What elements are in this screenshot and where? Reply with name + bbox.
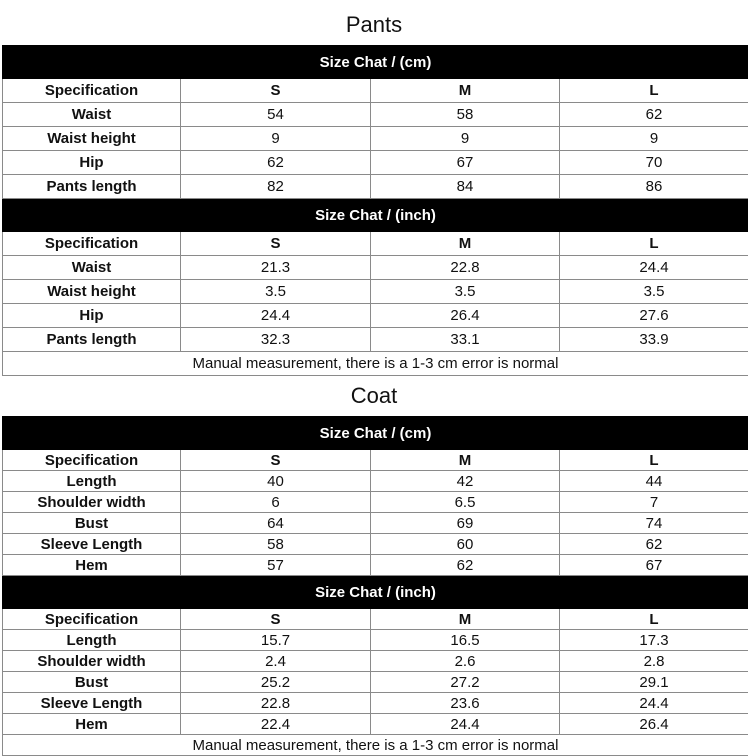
cell-value: 9 — [560, 127, 748, 151]
cell-value: 3.5 — [371, 280, 560, 304]
column-header-specification: Specification — [3, 79, 181, 103]
column-header-s: S — [181, 450, 371, 471]
table-row — [3, 630, 748, 651]
cell-value: 42 — [371, 471, 560, 492]
column-header-m: M — [371, 450, 560, 471]
cell-value: 3.5 — [560, 280, 748, 304]
cell-value: 62 — [181, 151, 371, 175]
table-row — [3, 555, 748, 576]
column-header-l: L — [560, 232, 748, 256]
cell-value: 17.3 — [560, 630, 748, 651]
table-row — [3, 492, 748, 513]
cell-value: 23.6 — [371, 693, 560, 714]
table-row — [3, 471, 748, 492]
cell-value: 24.4 — [560, 693, 748, 714]
column-header-specification: Specification — [3, 450, 181, 471]
row-label: Hip — [3, 151, 181, 175]
coat-cm-header: Size Chat / (cm) — [3, 417, 748, 450]
coat-inch-header: Size Chat / (inch) — [3, 576, 748, 609]
row-label: Length — [3, 630, 181, 651]
column-header-s: S — [181, 609, 371, 630]
pants-size-table — [2, 45, 748, 376]
cell-value: 74 — [560, 513, 748, 534]
table-row — [3, 280, 748, 304]
cell-value: 58 — [371, 103, 560, 127]
cell-value: 70 — [560, 151, 748, 175]
table-row — [3, 151, 748, 175]
cell-value: 62 — [560, 534, 748, 555]
cell-value: 2.4 — [181, 651, 371, 672]
column-header-l: L — [560, 79, 748, 103]
cell-value: 22.8 — [371, 256, 560, 280]
cell-value: 26.4 — [371, 304, 560, 328]
cell-value: 33.9 — [560, 328, 748, 352]
row-label: Shoulder width — [3, 492, 181, 513]
column-header-specification: Specification — [3, 232, 181, 256]
cell-value: 32.3 — [181, 328, 371, 352]
table-row — [3, 714, 748, 735]
cell-value: 40 — [181, 471, 371, 492]
row-label: Sleeve Length — [3, 534, 181, 555]
cell-value: 64 — [181, 513, 371, 534]
pants-cm-header: Size Chat / (cm) — [3, 46, 748, 79]
cell-value: 27.6 — [560, 304, 748, 328]
cell-value: 24.4 — [560, 256, 748, 280]
column-header-l: L — [560, 609, 748, 630]
table-row — [3, 103, 748, 127]
table-row — [3, 328, 748, 352]
cell-value: 22.4 — [181, 714, 371, 735]
cell-value: 86 — [560, 175, 748, 199]
cell-value: 44 — [560, 471, 748, 492]
cell-value: 58 — [181, 534, 371, 555]
cell-value: 62 — [560, 103, 748, 127]
column-header-l: L — [560, 450, 748, 471]
cell-value: 21.3 — [181, 256, 371, 280]
cell-value: 67 — [560, 555, 748, 576]
cell-value: 26.4 — [560, 714, 748, 735]
column-header-m: M — [371, 232, 560, 256]
row-label: Hem — [3, 555, 181, 576]
table-row — [3, 672, 748, 693]
cell-value: 57 — [181, 555, 371, 576]
cell-value: 62 — [371, 555, 560, 576]
pants-title: Pants — [0, 12, 748, 38]
table-row — [3, 534, 748, 555]
cell-value: 6.5 — [371, 492, 560, 513]
cell-value: 9 — [181, 127, 371, 151]
measurement-note: Manual measurement, there is a 1-3 cm error is normal — [3, 352, 748, 376]
cell-value: 67 — [371, 151, 560, 175]
table-row — [3, 256, 748, 280]
row-label: Shoulder width — [3, 651, 181, 672]
table-row — [3, 651, 748, 672]
cell-value: 22.8 — [181, 693, 371, 714]
table-row — [3, 175, 748, 199]
row-label: Length — [3, 471, 181, 492]
cell-value: 29.1 — [560, 672, 748, 693]
cell-value: 33.1 — [371, 328, 560, 352]
cell-value: 7 — [560, 492, 748, 513]
table-row — [3, 693, 748, 714]
cell-value: 25.2 — [181, 672, 371, 693]
cell-value: 24.4 — [181, 304, 371, 328]
column-header-s: S — [181, 232, 371, 256]
row-label: Pants length — [3, 175, 181, 199]
column-header-specification: Specification — [3, 609, 181, 630]
cell-value: 2.6 — [371, 651, 560, 672]
table-row — [3, 304, 748, 328]
column-header-s: S — [181, 79, 371, 103]
row-label: Sleeve Length — [3, 693, 181, 714]
measurement-note: Manual measurement, there is a 1-3 cm error is normal — [3, 735, 748, 756]
column-header-m: M — [371, 79, 560, 103]
row-label: Hem — [3, 714, 181, 735]
table-row — [3, 513, 748, 534]
cell-value: 69 — [371, 513, 560, 534]
cell-value: 54 — [181, 103, 371, 127]
cell-value: 3.5 — [181, 280, 371, 304]
cell-value: 84 — [371, 175, 560, 199]
cell-value: 27.2 — [371, 672, 560, 693]
cell-value: 9 — [371, 127, 560, 151]
row-label: Waist height — [3, 280, 181, 304]
row-label: Hip — [3, 304, 181, 328]
table-row — [3, 127, 748, 151]
coat-title: Coat — [0, 383, 748, 409]
row-label: Bust — [3, 672, 181, 693]
cell-value: 6 — [181, 492, 371, 513]
coat-size-table — [2, 416, 748, 756]
row-label: Waist — [3, 256, 181, 280]
row-label: Pants length — [3, 328, 181, 352]
cell-value: 24.4 — [371, 714, 560, 735]
cell-value: 2.8 — [560, 651, 748, 672]
cell-value: 15.7 — [181, 630, 371, 651]
row-label: Waist height — [3, 127, 181, 151]
column-header-m: M — [371, 609, 560, 630]
row-label: Bust — [3, 513, 181, 534]
cell-value: 16.5 — [371, 630, 560, 651]
row-label: Waist — [3, 103, 181, 127]
pants-inch-header: Size Chat / (inch) — [3, 199, 748, 232]
cell-value: 82 — [181, 175, 371, 199]
cell-value: 60 — [371, 534, 560, 555]
